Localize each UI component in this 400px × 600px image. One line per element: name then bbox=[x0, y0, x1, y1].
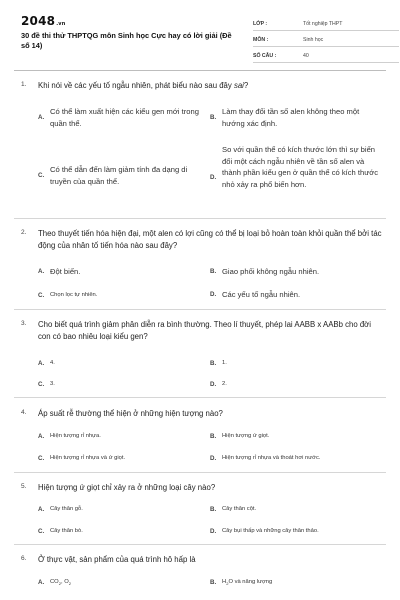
formula-subscript: 2 bbox=[68, 581, 71, 587]
question-text: Áp suất rễ thường thể hiện ở những hiện tượng nào? bbox=[38, 409, 223, 418]
option-letter: B. bbox=[210, 506, 217, 513]
option-text: Hiện tượng rỉ nhựa và thoát hơi nước. bbox=[222, 455, 321, 461]
option-text: Làm thay đổi tần số alen không theo một hướng xác định. bbox=[222, 107, 360, 128]
option-letter: C. bbox=[38, 292, 45, 299]
option-letter: C. bbox=[38, 381, 45, 388]
document-meta bbox=[253, 15, 399, 63]
option-text: Cây thân gỗ. bbox=[50, 506, 83, 512]
option-letter: D. bbox=[210, 381, 217, 388]
formula-part: H bbox=[222, 579, 227, 585]
option-letter: D. bbox=[210, 291, 217, 298]
option-text: Chọn lọc tự nhiên. bbox=[50, 292, 98, 298]
option-text: Hiện tượng rỉ nhựa. bbox=[50, 433, 101, 439]
option-letter: A. bbox=[38, 506, 45, 513]
option-text: Đột biến. bbox=[50, 267, 81, 276]
meta-row-grade bbox=[253, 15, 399, 31]
option-letter: D. bbox=[210, 528, 217, 535]
option-letter: A. bbox=[38, 114, 45, 121]
option-letter: C. bbox=[38, 528, 45, 535]
option-letter: C. bbox=[38, 172, 45, 179]
meta-label: MÔN : bbox=[253, 37, 269, 43]
option-text bbox=[222, 578, 382, 588]
option-text: Cây thân cột. bbox=[222, 506, 257, 512]
meta-row-subject bbox=[253, 31, 399, 47]
question-number: 6. bbox=[21, 555, 27, 562]
question-4 bbox=[14, 408, 386, 470]
option-text: Giao phối không ngẫu nhiên. bbox=[222, 267, 320, 276]
option-text: So với quần thể có kích thước lớn thì sự biến đổi một cách ngẫu nhiên về tần số alen và thành phần kiểu gen ở quần thể có kích thước nhỏ xảy ra phổ biến hơn. bbox=[222, 145, 379, 189]
document-header bbox=[21, 14, 381, 64]
meta-value: 40 bbox=[303, 53, 309, 59]
option-text: Có thể dẫn đến làm giảm tính đa dạng di truyền của quần thể. bbox=[50, 165, 188, 186]
question-divider bbox=[14, 472, 386, 473]
site-logo[interactable] bbox=[21, 14, 66, 28]
logo-main: 2048 bbox=[21, 14, 56, 28]
formula-subscript: 2 bbox=[58, 581, 61, 587]
formula-subscript: 2 bbox=[226, 581, 229, 587]
formula-part: , O bbox=[60, 579, 69, 585]
option-letter: B. bbox=[210, 433, 217, 440]
question-number: 1. bbox=[21, 81, 27, 88]
question-number: 5. bbox=[21, 483, 27, 490]
question-divider bbox=[14, 544, 386, 545]
question-2 bbox=[14, 228, 386, 308]
option-text: 4. bbox=[50, 360, 55, 366]
question-1 bbox=[14, 80, 386, 210]
option-text bbox=[50, 578, 208, 588]
option-letter: A. bbox=[38, 579, 45, 586]
question-number: 2. bbox=[21, 229, 27, 236]
option-letter: D. bbox=[210, 455, 217, 462]
question-text: Ở thực vật, sản phẩm của quá trình hô hấp là bbox=[38, 555, 196, 564]
option-b[interactable] bbox=[210, 106, 382, 132]
meta-label: SỐ CÂU : bbox=[253, 53, 277, 59]
question-6 bbox=[14, 554, 386, 594]
option-letter: B. bbox=[210, 360, 217, 367]
formula-part: CO bbox=[50, 579, 59, 585]
option-text: Cây bụi thấp và những cây thân thảo. bbox=[222, 528, 319, 534]
question-5 bbox=[14, 482, 386, 542]
option-text: 3. bbox=[50, 381, 55, 387]
option-letter: A. bbox=[38, 360, 45, 367]
option-text: Hiện tượng rỉ nhựa và ứ giọt. bbox=[50, 455, 126, 461]
option-text: 2. bbox=[222, 381, 227, 387]
question-number: 4. bbox=[21, 409, 27, 416]
meta-value: Tốt nghiệp THPT bbox=[303, 21, 343, 27]
option-text: Hiện tượng ứ giọt. bbox=[222, 433, 270, 439]
meta-value: Sinh học bbox=[303, 37, 324, 43]
question-divider bbox=[14, 309, 386, 310]
option-a[interactable] bbox=[38, 106, 208, 132]
formula-part: O và năng lượng bbox=[228, 579, 273, 585]
option-letter: D. bbox=[210, 174, 217, 181]
question-divider bbox=[14, 218, 386, 219]
question-text bbox=[38, 80, 382, 92]
question-text-prefix: Khi nói về các yếu tố ngẫu nhiên, phát biểu nào sau đây bbox=[38, 81, 234, 90]
question-text-suffix: ? bbox=[243, 81, 249, 90]
option-letter: A. bbox=[38, 433, 45, 440]
option-text: Các yếu tố ngẫu nhiên. bbox=[222, 290, 301, 299]
meta-label: LỚP : bbox=[253, 21, 268, 27]
meta-row-question-count bbox=[253, 47, 399, 63]
option-letter: B. bbox=[210, 114, 217, 121]
header-divider bbox=[14, 70, 386, 71]
question-text-emphasis: sai bbox=[233, 81, 244, 90]
question-text: Theo thuyết tiến hóa hiện đại, một alen có lợi cũng có thể bị loại bỏ hoàn toàn khỏi quần thể bởi tác động của nhân tố tiến hóa nào sau đây? bbox=[38, 229, 382, 250]
option-letter: B. bbox=[210, 579, 217, 586]
option-c[interactable] bbox=[38, 164, 208, 190]
question-divider bbox=[14, 397, 386, 398]
document-title: 30 đề thi thử THPTQG môn Sinh học Cực hay có lời giải (Đề số 14) bbox=[21, 31, 232, 50]
option-text: Có thể làm xuất hiện các kiểu gen mới trong quần thể. bbox=[50, 107, 199, 128]
option-text: Cây thân bò. bbox=[50, 528, 83, 534]
question-text: Hiện tượng ứ giọt chỉ xảy ra ở những loại cây nào? bbox=[38, 483, 216, 492]
option-letter: A. bbox=[38, 268, 45, 275]
logo-suffix: .vn bbox=[56, 21, 66, 27]
question-number: 3. bbox=[21, 320, 27, 327]
option-text: 1. bbox=[222, 360, 227, 366]
option-letter: B. bbox=[210, 268, 217, 275]
question-text: Cho biết quá trình giảm phân diễn ra bình thường. Theo lí thuyết, phép lai AABB x AABb cho đời con có bao nhiêu loại kiểu gen? bbox=[38, 320, 372, 341]
option-d[interactable] bbox=[210, 144, 382, 206]
question-3 bbox=[14, 319, 386, 395]
option-letter: C. bbox=[38, 455, 45, 462]
